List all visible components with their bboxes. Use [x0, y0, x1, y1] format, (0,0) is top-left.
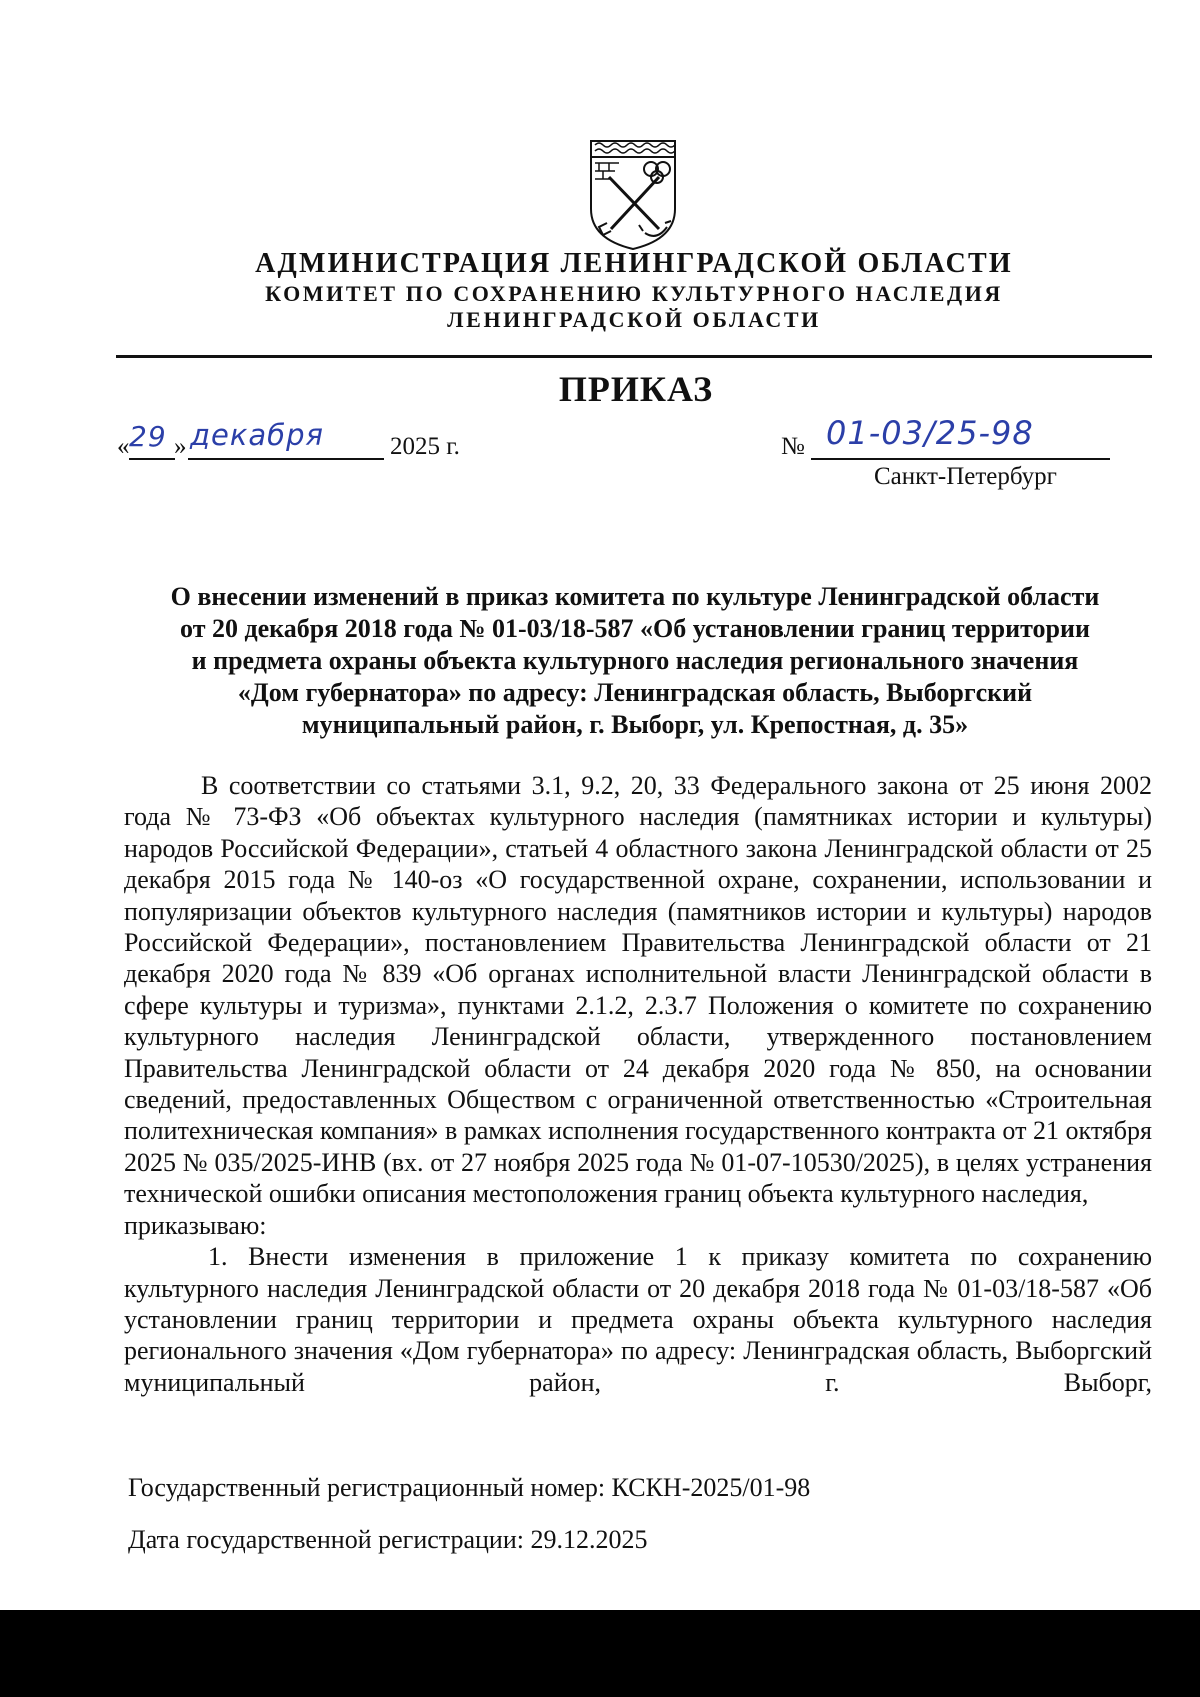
order-title: ПРИКАЗ: [558, 369, 714, 409]
decree-word: приказываю:: [124, 1210, 267, 1240]
title-line: и предмета охраны объекта культурного наследия регионального значения: [191, 646, 1079, 675]
issue-city: Санкт-Петербург: [874, 463, 1057, 490]
day-underline: [129, 458, 175, 460]
committee-heading: КОМИТЕТ ПО СОХРАНЕНИЮ КУЛЬТУРНОГО НАСЛЕДИЯ: [265, 281, 1003, 306]
order-number-prefix: №: [781, 433, 805, 460]
title-line: муниципальный район, г. Выборг, ул. Крепостная, д. 35»: [301, 710, 969, 739]
administration-heading: АДМИНИСТРАЦИЯ ЛЕНИНГРАДСКОЙ ОБЛАСТИ: [255, 248, 1013, 279]
registration-number: Государственный регистрационный номер: КСКН-2025/01-98: [128, 1473, 811, 1502]
date-quote-open: «: [117, 433, 130, 460]
title-line: «Дом губернатора» по адресу: Ленинградская область, Выборгский: [237, 678, 1033, 707]
order-item-1: 1. Внести изменения в приложение 1 к приказу комитета по сохранению культурного наследия Ленинградской области от 20 декабря 2018 года № 01-03/18-587 «Об установлении границ территории и предмета охраны объекта культурного наследия регионального значения «Дом губернатора» по адресу: Ленинградская область, Выборгский муниципальный район, г. Выборг,: [124, 1242, 1152, 1397]
month-underline: [188, 458, 384, 460]
order-number-handwritten: 01-03/25-98: [826, 414, 1034, 452]
document-body: [124, 770, 1152, 1398]
title-line: от 20 декабря 2018 года № 01-03/18-587 «Об установлении границ территории: [180, 614, 1090, 643]
date-quote-close: »: [174, 433, 187, 460]
title-line: О внесении изменений в приказ комитета по культуре Ленинградской области: [170, 582, 1100, 611]
preamble-paragraph: В соответствии со статьями 3.1, 9.2, 20, 33 Федерального закона от 25 июня 2002 года № 73-ФЗ «Об объектах культурного наследия (памятниках истории и культуры) народов Российской Федерации», статьей 4 областного закона Ленинградской области от 25 декабря 2015 года № 140-оз «О государственной охране, сохранении, использовании и популяризации объектов культурного наследия (памятников истории и культуры) народов Российской Федерации», постановлением Правительства Ленинградской области от 21 декабря 2020 года № 839 «Об органах исполнительной власти Ленинградской области в сфере культуры и туризма», пунктами 2.1.2, 2.3.7 Положения о комитете по сохранению культурного наследия Ленинградской области, утвержденного постановлением Правительства Ленинградской области от 24 декабря 2020 года № 850, на основании сведений, предоставленных Обществом с ограниченной ответственностью «Строительная политехническая компания» в рамках исполнения государственного контракта от 21 октября 2025 № 035/2025-ИНВ (вх. от 27 ноября 2025 года № 01-07-10530/2025), в целях устранения технической ошибки описания местоположения границ объекта культурного наследия,: [124, 771, 1152, 1209]
number-underline: [811, 458, 1110, 460]
coat-of-arms-emblem: [585, 137, 681, 251]
date-day-handwritten: 29: [129, 420, 167, 453]
registration-date: Дата государственной регистрации: 29.12.2025: [128, 1525, 648, 1554]
header-divider: [116, 355, 1152, 358]
region-heading: ЛЕНИНГРАДСКОЙ ОБЛАСТИ: [447, 307, 821, 332]
date-month-handwritten: декабря: [190, 418, 324, 452]
date-year: 2025 г.: [390, 433, 460, 460]
document-title: [100, 581, 1170, 741]
